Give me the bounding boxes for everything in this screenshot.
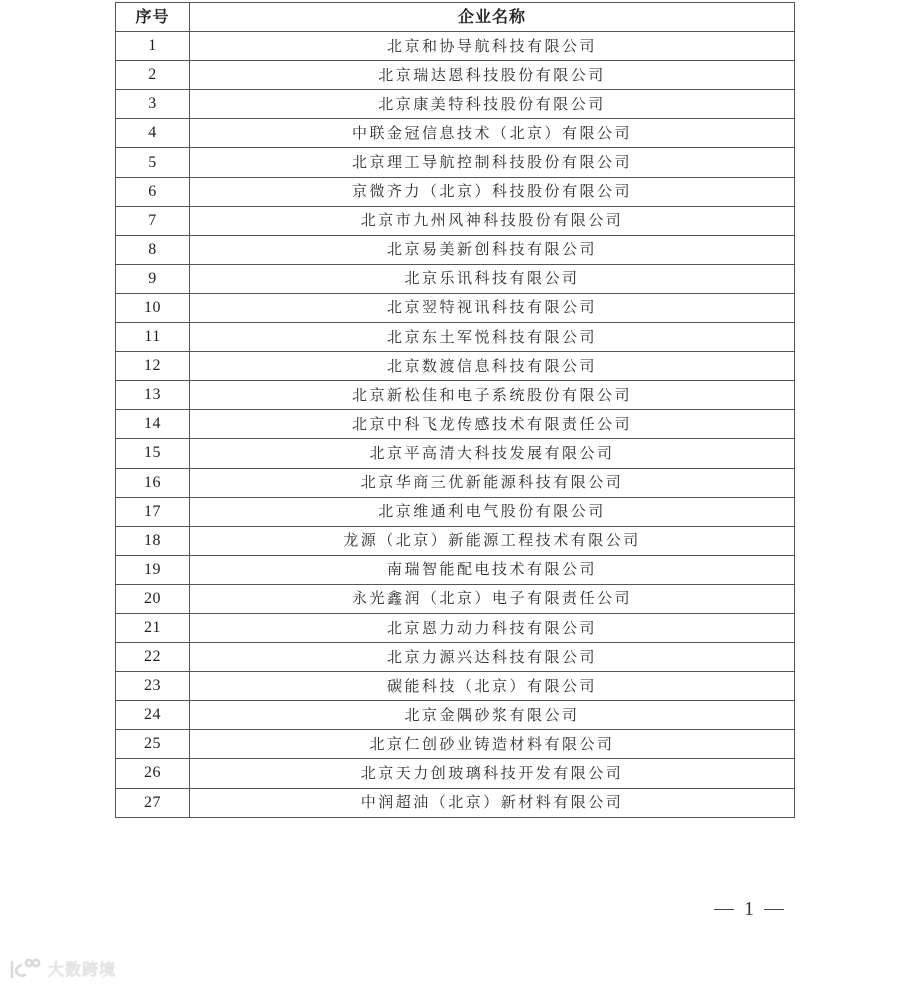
table-row [116,613,795,642]
table-row [116,119,795,148]
row-company-name: 北京恩力动力科技有限公司 [190,613,795,642]
row-index: 9 [116,264,190,293]
table-row [116,555,795,584]
row-index: 26 [116,759,190,788]
table-row [116,32,795,61]
row-index: 2 [116,61,190,90]
row-index: 4 [116,119,190,148]
row-company-name: 北京金隅砂浆有限公司 [190,701,795,730]
row-index: 19 [116,555,190,584]
header-company-name: 企业名称 [190,3,795,32]
row-index: 14 [116,410,190,439]
row-company-name: 北京力源兴达科技有限公司 [190,643,795,672]
header-index: 序号 [116,3,190,32]
row-index: 18 [116,526,190,555]
table-row [116,90,795,119]
table-row [116,672,795,701]
row-index: 15 [116,439,190,468]
row-company-name: 北京中科飞龙传感技术有限责任公司 [190,410,795,439]
row-index: 21 [116,613,190,642]
watermark-text: 大数跨境 [48,960,117,979]
table-row [116,61,795,90]
row-company-name: 北京理工导航控制科技股份有限公司 [190,148,795,177]
table-row [116,206,795,235]
row-company-name: 北京仁创砂业铸造材料有限公司 [190,730,795,759]
row-index: 5 [116,148,190,177]
table-row [116,235,795,264]
row-company-name: 碳能科技（北京）有限公司 [190,672,795,701]
company-list-table [115,2,795,818]
table-header-row [116,3,795,32]
table-row [116,584,795,613]
row-index: 11 [116,323,190,352]
row-company-name: 龙源（北京）新能源工程技术有限公司 [190,526,795,555]
row-company-name: 北京和协导航科技有限公司 [190,32,795,61]
page-dash-right [764,909,784,910]
table-row [116,439,795,468]
row-index: 3 [116,90,190,119]
table-row [116,410,795,439]
row-company-name: 永光鑫润（北京）电子有限责任公司 [190,584,795,613]
row-company-name: 北京数渡信息科技有限公司 [190,352,795,381]
row-index: 20 [116,584,190,613]
table-row [116,497,795,526]
table-row [116,323,795,352]
row-company-name: 南瑞智能配电技术有限公司 [190,555,795,584]
page-number [714,898,784,921]
k-infinity-logo-icon [8,958,42,980]
table-row [116,352,795,381]
row-index: 24 [116,701,190,730]
row-company-name: 北京新松佳和电子系统股份有限公司 [190,381,795,410]
row-index: 10 [116,293,190,322]
row-company-name: 北京平高清大科技发展有限公司 [190,439,795,468]
row-company-name: 北京东土军悦科技有限公司 [190,323,795,352]
row-company-name: 北京市九州风神科技股份有限公司 [190,206,795,235]
table-row [116,148,795,177]
row-index: 8 [116,235,190,264]
table-row [116,468,795,497]
row-index: 12 [116,352,190,381]
table-row [116,788,795,817]
row-company-name: 北京维通利电气股份有限公司 [190,497,795,526]
row-company-name: 京微齐力（北京）科技股份有限公司 [190,177,795,206]
row-company-name: 北京易美新创科技有限公司 [190,235,795,264]
row-company-name: 北京康美特科技股份有限公司 [190,90,795,119]
row-index: 27 [116,788,190,817]
row-company-name: 北京瑞达恩科技股份有限公司 [190,61,795,90]
row-index: 23 [116,672,190,701]
table-row [116,381,795,410]
table-body [116,32,795,818]
table-row [116,701,795,730]
row-index: 1 [116,32,190,61]
page-dash-left [714,909,734,910]
table-row [116,177,795,206]
row-company-name: 中联金冠信息技术（北京）有限公司 [190,119,795,148]
row-index: 17 [116,497,190,526]
row-index: 16 [116,468,190,497]
table-row [116,526,795,555]
row-company-name: 北京华商三优新能源科技有限公司 [190,468,795,497]
row-index: 25 [116,730,190,759]
page-number-value: 1 [744,898,754,920]
row-company-name: 北京乐讯科技有限公司 [190,264,795,293]
table-row [116,264,795,293]
table-row [116,730,795,759]
row-company-name: 中润超油（北京）新材料有限公司 [190,788,795,817]
table-row [116,293,795,322]
row-index: 13 [116,381,190,410]
row-company-name: 北京天力创玻璃科技开发有限公司 [190,759,795,788]
row-index: 6 [116,177,190,206]
row-index: 7 [116,206,190,235]
row-index: 22 [116,643,190,672]
row-company-name: 北京翌特视讯科技有限公司 [190,293,795,322]
table-row [116,643,795,672]
watermark [8,957,116,980]
table-row [116,759,795,788]
